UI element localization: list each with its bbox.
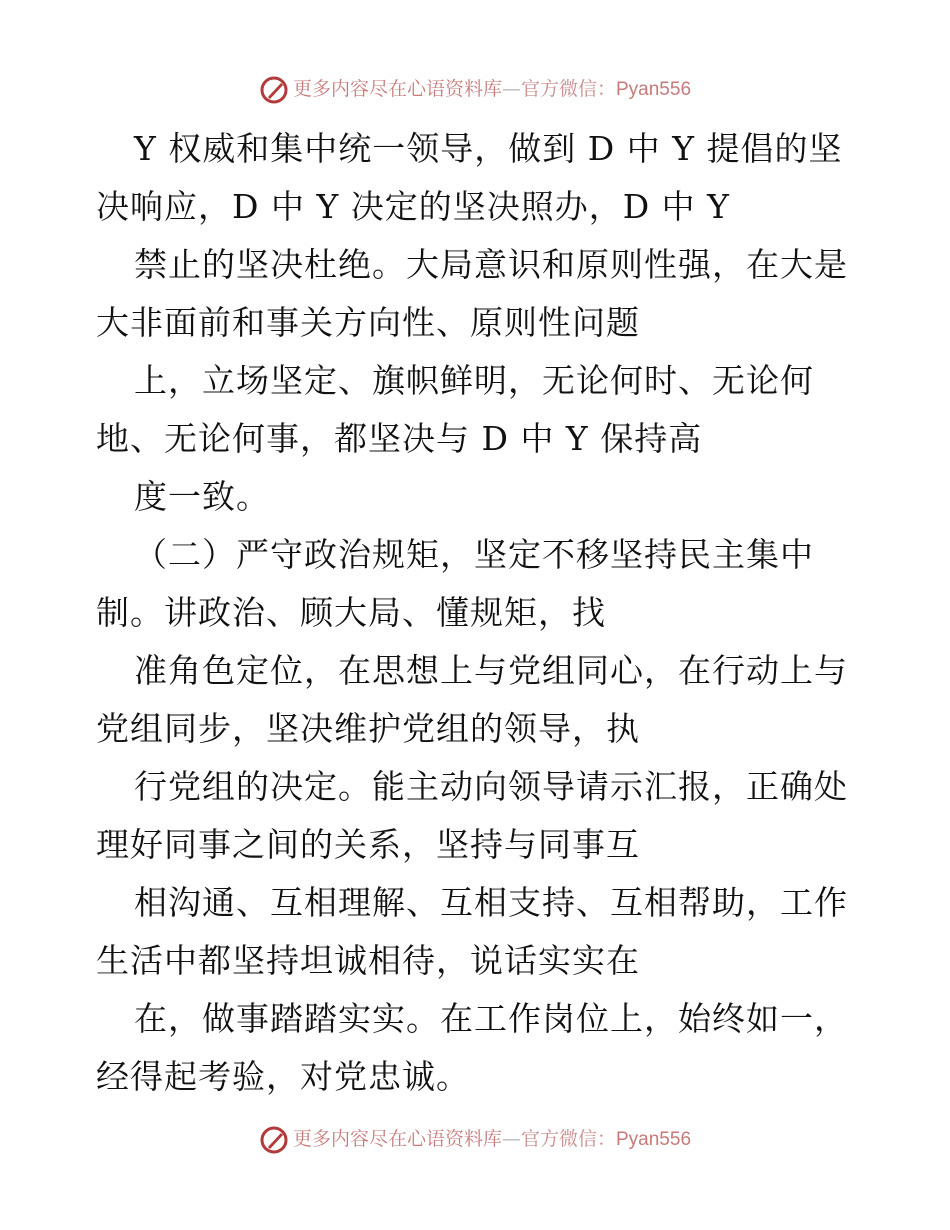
text-line: 生活中都坚持坦诚相待，说话实实在 [96, 941, 640, 980]
text-line: 度一致。 [134, 477, 270, 516]
footer-watermark [0, 1124, 950, 1155]
watermark-wechat-label: 官方微信： [520, 1128, 616, 1150]
text-line: 准角色定位，在思想上与党组同心，在行动上与 [134, 651, 848, 690]
text-line: 行党组的决定。能主动向领导请示汇报，正确处 [134, 767, 848, 806]
text-line: 党组同步，坚决维护党组的领导，执 [96, 709, 640, 748]
watermark-wechat-id: Pyan556 [616, 1129, 692, 1150]
text-line: 决响应，D 中 Y 决定的坚决照办，D 中 Y [96, 187, 730, 226]
watermark-wechat-label: 官方微信： [520, 78, 616, 100]
watermark-brand: 更多内容尽在心语资料库 [292, 78, 502, 100]
text-line: 上，立场坚定、旗帜鲜明，无论何时、无论何 [134, 361, 814, 400]
text-line: 经得起考验，对党忠诚。 [96, 1057, 470, 1096]
quill-logo-icon [259, 1125, 289, 1155]
text-line: 地、无论何事，都坚决与 D 中 Y 保持高 [96, 419, 703, 458]
text-line: 大非面前和事关方向性、原则性问题 [96, 303, 640, 342]
document-body [96, 120, 876, 1106]
text-line: 相沟通、互相理解、互相支持、互相帮助，工作 [134, 883, 848, 922]
watermark-separator: — [501, 1128, 521, 1150]
watermark-separator: — [501, 78, 521, 100]
text-line: Y 权威和集中统一领导，做到 D 中 Y 提倡的坚 [134, 129, 843, 168]
header-watermark [0, 74, 950, 105]
quill-logo-icon [259, 75, 289, 105]
watermark-brand: 更多内容尽在心语资料库 [292, 1128, 502, 1150]
text-line: 理好同事之间的关系，坚持与同事互 [96, 825, 640, 864]
text-line: 在，做事踏踏实实。在工作岗位上，始终如一， [134, 999, 848, 1038]
watermark-wechat-id: Pyan556 [616, 79, 692, 100]
section-heading-line: （二）严守政治规矩，坚定不移坚持民主集中 [134, 535, 814, 574]
text-line: 制。讲政治、顾大局、懂规矩，找 [96, 593, 606, 632]
text-line: 禁止的坚决杜绝。大局意识和原则性强，在大是 [134, 245, 848, 284]
